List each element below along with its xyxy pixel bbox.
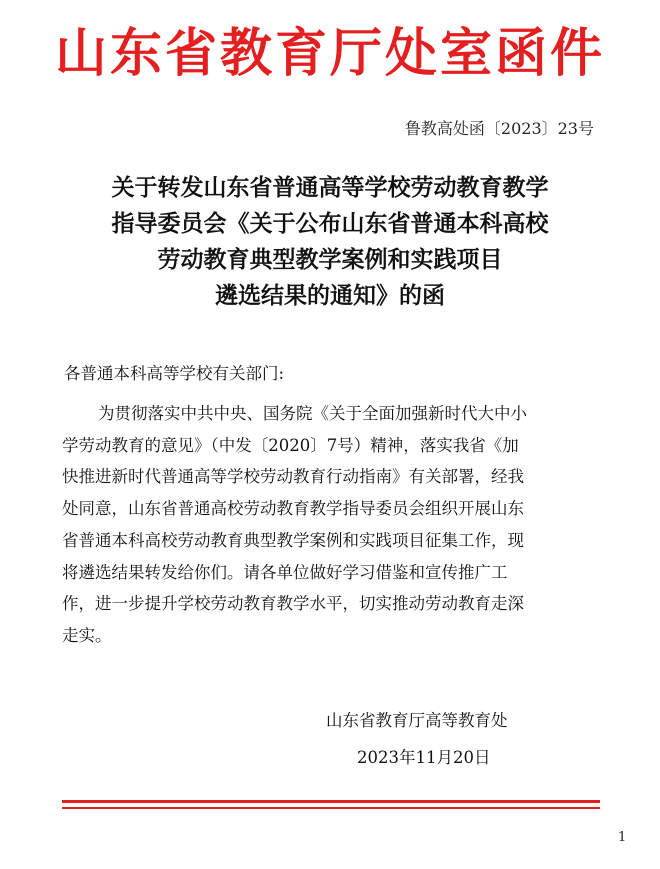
- body-line: 走实。: [62, 625, 112, 645]
- title-line-4: 遴选结果的通知》的函: [215, 282, 445, 309]
- issuer-signature: 山东省教育厅高等教育处: [326, 711, 508, 730]
- title-line-2: 指导委员会《关于公布山东省普通本科高校: [111, 210, 549, 237]
- body-line: 将遴选结果转发给你们。请各单位做好学习借鉴和宣传推广工: [62, 562, 508, 582]
- body-paragraph: [62, 398, 602, 652]
- issue-date: 2023年11月20日: [357, 748, 491, 767]
- body-line: 处同意，山东省普通高校劳动教育教学指导委员会组织开展山东: [62, 499, 524, 519]
- body-line: 作，进一步提升学校劳动教育教学水平，切实推动劳动教育走深: [62, 594, 524, 614]
- footer-rule-thin: [62, 807, 600, 809]
- body-line: 省普通本科高校劳动教育典型教学案例和实践项目征集工作，现: [62, 530, 524, 550]
- title-line-3: 劳动教育典型教学案例和实践项目: [157, 246, 503, 273]
- body-line: 学劳动教育的意见》（中发〔2020〕7号）精神，落实我省《加: [62, 435, 519, 455]
- footer-rule-thick: [62, 800, 600, 803]
- recipient-line: 各普通本科高等学校有关部门:: [64, 364, 285, 383]
- body-line: 快推进新时代普通高等学校劳动教育行动指南》有关部署，经我: [62, 467, 524, 487]
- body-line: 为贯彻落实中共中央、国务院《关于全面加强新时代大中小: [98, 404, 527, 423]
- letterhead-title: 山东省教育厅处室函件: [54, 24, 605, 84]
- title-line-1: 关于转发山东省普通高等学校劳动教育教学: [111, 174, 549, 201]
- document-title: [40, 170, 620, 314]
- page-number: 1: [618, 830, 627, 845]
- document-number: 鲁教高处函〔2023〕23号: [404, 119, 594, 138]
